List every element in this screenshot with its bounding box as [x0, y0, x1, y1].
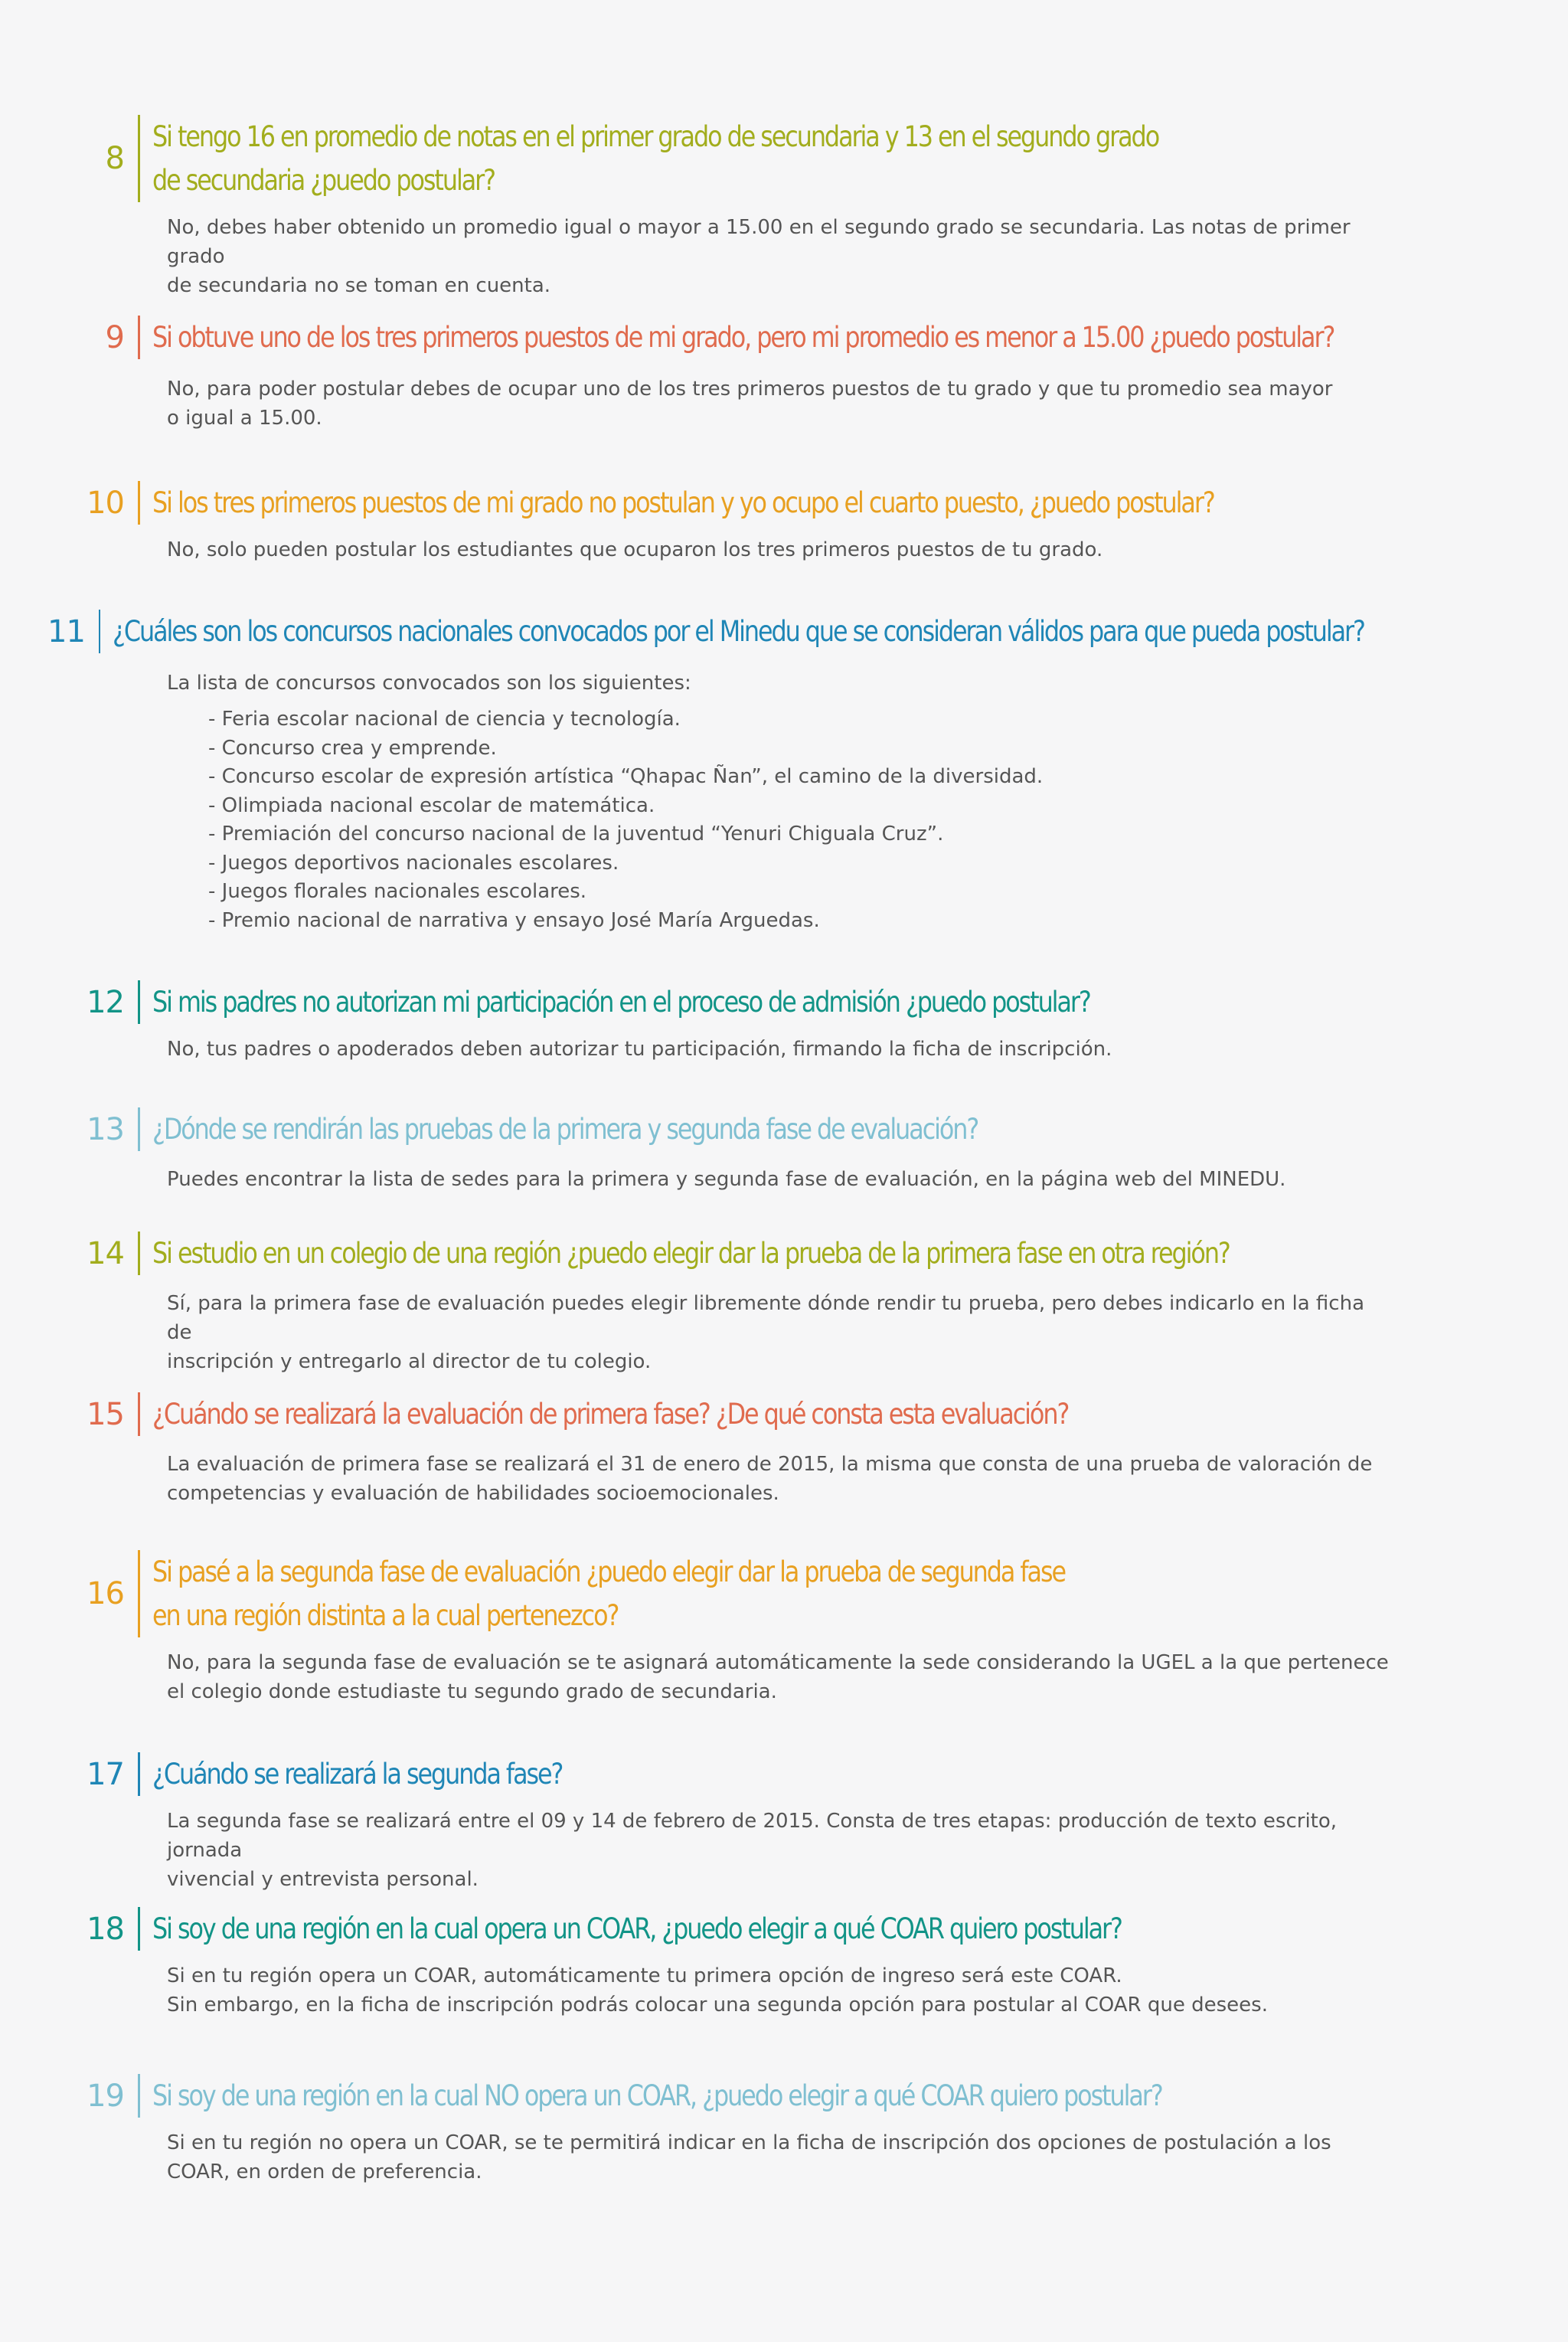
question-text: [152, 2074, 1162, 2118]
question-text: [152, 980, 1090, 1024]
question-divider: [138, 1232, 140, 1275]
answer-line: Si en tu región opera un COAR, automáticamente tu primera opción de ingreso será este COAR.: [167, 1964, 1122, 1987]
answer-line: La lista de concursos convocados son los siguientes:: [167, 672, 691, 695]
question-line: ¿Cuándo se realizará la evaluación de primera fase? ¿De qué consta esta evaluación?: [152, 1398, 1069, 1431]
answer-line: o igual a 15.00.: [167, 407, 322, 430]
question-divider: [138, 316, 140, 359]
question-line: Si estudio en un colegio de una región ¿puedo elegir dar la prueba de la primera fase en otra región?: [152, 1237, 1230, 1270]
answer-text: [167, 213, 1392, 300]
answer-line: No, para la segunda fase de evaluación se te asignará automáticamente la sede considerando la UGEL a la que pertenece: [167, 1651, 1389, 1674]
question-divider: [138, 115, 140, 202]
question-row: [0, 1107, 1568, 1151]
question-number: 13: [87, 1111, 124, 1147]
faq-item-18: [0, 1907, 1568, 2020]
answer-line: No, tus padres o apoderados deben autorizar tu participación, firmando la ficha de inscripción.: [167, 1038, 1112, 1061]
question-line: Si soy de una región en la cual NO opera un COAR, ¿puedo elegir a qué COAR quiero postular?: [152, 2079, 1162, 2112]
question-row: [0, 115, 1568, 202]
question-row: [0, 980, 1568, 1024]
answer-line: La evaluación de primera fase se realizará el 31 de enero de 2015, la misma que consta de una prueba de valoración de: [167, 1453, 1373, 1476]
question-text: [152, 1392, 1068, 1436]
list-item: - Olimpiada nacional escolar de matemática.: [208, 793, 655, 817]
question-text: [152, 1232, 1230, 1275]
question-text: [152, 481, 1214, 525]
faq-item-13: [0, 1107, 1568, 1194]
question-number: 19: [87, 2078, 124, 2114]
question-number: 11: [47, 613, 85, 649]
faq-item-14: [0, 1232, 1568, 1376]
faq-item-19: [0, 2074, 1568, 2187]
question-row: [0, 1752, 1568, 1796]
question-number: 9: [105, 319, 124, 355]
answer-text: [167, 2128, 1392, 2187]
question-divider: [138, 1550, 140, 1637]
question-divider: [138, 1392, 140, 1436]
question-text: [152, 1550, 1065, 1637]
answer-text: [167, 1289, 1392, 1376]
question-divider: [99, 610, 100, 653]
answer-text: [167, 1165, 1392, 1194]
question-row: [0, 610, 1568, 653]
list-item: - Premiación del concurso nacional de la juventud “Yenuri Chiguala Cruz”.: [208, 823, 944, 846]
question-row: [0, 481, 1568, 525]
list-item: - Concurso crea y emprende.: [208, 736, 497, 760]
answer-line: Sí, para la primera fase de evaluación puedes elegir libremente dónde rendir tu prueba, pero debes indicarlo en la ficha de: [167, 1292, 1364, 1344]
question-line: Si tengo 16 en promedio de notas en el primer grado de secundaria y 13 en el segundo grado: [152, 120, 1159, 153]
answer-line: inscripción y entregarlo al director de tu colegio.: [167, 1350, 652, 1373]
answer-line: Puedes encontrar la lista de sedes para la primera y segunda fase de evaluación, en la página web del MINEDU.: [167, 1168, 1286, 1191]
question-divider: [138, 1907, 140, 1951]
answer-line: el colegio donde estudiaste tu segundo grado de secundaria.: [167, 1680, 777, 1703]
answer-line: No, debes haber obtenido un promedio igual o mayor a 15.00 en el segundo grado se secundaria. Las notas de primer grado: [167, 216, 1351, 268]
question-text: [152, 1107, 978, 1151]
faq-item-8: [0, 115, 1568, 300]
answer-line: competencias y evaluación de habilidades socioemocionales.: [167, 1482, 779, 1505]
answer-line: Sin embargo, en la ficha de inscripción podrás colocar una segunda opción para postular al COAR que desees.: [167, 1994, 1268, 2017]
answer-text: [167, 535, 1392, 564]
question-divider: [138, 1107, 140, 1151]
question-number: 10: [87, 485, 124, 521]
faq-item-9: [0, 316, 1568, 433]
answer-line: Si en tu región no opera un COAR, se te permitirá indicar en la ficha de inscripción dos opciones de postulación a los: [167, 2131, 1331, 2154]
question-number: 8: [105, 141, 124, 176]
answer-text: [167, 375, 1392, 433]
list-item: - Feria escolar nacional de ciencia y tecnología.: [208, 708, 681, 731]
question-row: [0, 1907, 1568, 1951]
question-number: 12: [87, 984, 124, 1020]
question-line: ¿Cuáles son los concursos nacionales convocados por el Minedu que se consideran válidos para que pueda postular?: [112, 615, 1364, 648]
answer-text: [167, 1450, 1392, 1508]
contest-list: [167, 705, 1392, 935]
answer-line: de secundaria no se toman en cuenta.: [167, 274, 551, 297]
answer-text: [167, 1807, 1392, 1894]
question-line: ¿Cuándo se realizará la segunda fase?: [152, 1758, 563, 1791]
list-item: - Juegos deportivos nacionales escolares.: [208, 851, 619, 875]
question-number: 14: [87, 1235, 124, 1271]
question-number: 18: [87, 1911, 124, 1947]
question-number: 15: [87, 1396, 124, 1432]
question-text: [152, 316, 1334, 359]
question-number: 17: [87, 1756, 124, 1792]
answer-text: [167, 669, 1392, 935]
question-line: Si mis padres no autorizan mi participación en el proceso de admisión ¿puedo postular?: [152, 986, 1090, 1019]
question-row: [0, 1550, 1568, 1637]
faq-item-17: [0, 1752, 1568, 1894]
question-row: [0, 316, 1568, 359]
question-divider: [138, 980, 140, 1024]
answer-text: [167, 1961, 1392, 2020]
question-text: [113, 610, 1364, 653]
list-item: - Juegos florales nacionales escolares.: [208, 880, 587, 903]
question-divider: [138, 2074, 140, 2118]
faq-item-15: [0, 1392, 1568, 1508]
question-line: Si pasé a la segunda fase de evaluación ¿puedo elegir dar la prueba de segunda fase: [152, 1555, 1066, 1588]
faq-item-11: [0, 610, 1568, 935]
question-row: [0, 1392, 1568, 1436]
answer-line: No, para poder postular debes de ocupar uno de los tres primeros puestos de tu grado y que tu promedio sea mayor: [167, 378, 1333, 401]
answer-line: No, solo pueden postular los estudiantes que ocuparon los tres primeros puestos de tu grado.: [167, 538, 1103, 561]
question-line: ¿Dónde se rendirán las pruebas de la primera y segunda fase de evaluación?: [152, 1113, 978, 1146]
question-number: 16: [87, 1576, 124, 1611]
question-line: Si obtuve uno de los tres primeros puestos de mi grado, pero mi promedio es menor a 15.00 ¿puedo postular?: [152, 321, 1334, 354]
question-text: [152, 1752, 562, 1796]
answer-text: [167, 1648, 1392, 1706]
question-text: [152, 115, 1158, 202]
question-line: de secundaria ¿puedo postular?: [152, 164, 495, 197]
answer-line: La segunda fase se realizará entre el 09 y 14 de febrero de 2015. Consta de tres etapas: producción de texto escrito, jornada: [167, 1810, 1338, 1862]
faq-item-16: [0, 1550, 1568, 1706]
question-line: Si soy de una región en la cual opera un COAR, ¿puedo elegir a qué COAR quiero postular?: [152, 1912, 1122, 1945]
list-item: - Premio nacional de narrativa y ensayo José María Arguedas.: [208, 908, 820, 932]
answer-line: vivencial y entrevista personal.: [167, 1868, 479, 1891]
question-text: [152, 1907, 1122, 1951]
faq-item-12: [0, 980, 1568, 1064]
list-item: - Concurso escolar de expresión artística “Qhapac Ñan”, el camino de la diversidad.: [208, 765, 1044, 788]
question-line: Si los tres primeros puestos de mi grado no postulan y yo ocupo el cuarto puesto, ¿puedo postular?: [152, 486, 1214, 519]
question-divider: [138, 1752, 140, 1796]
question-divider: [138, 481, 140, 525]
answer-line: COAR, en orden de preferencia.: [167, 2160, 482, 2183]
question-row: [0, 1232, 1568, 1275]
question-row: [0, 2074, 1568, 2118]
question-line: en una región distinta a la cual pertenezco?: [152, 1599, 619, 1632]
answer-text: [167, 1035, 1392, 1064]
faq-item-10: [0, 481, 1568, 564]
